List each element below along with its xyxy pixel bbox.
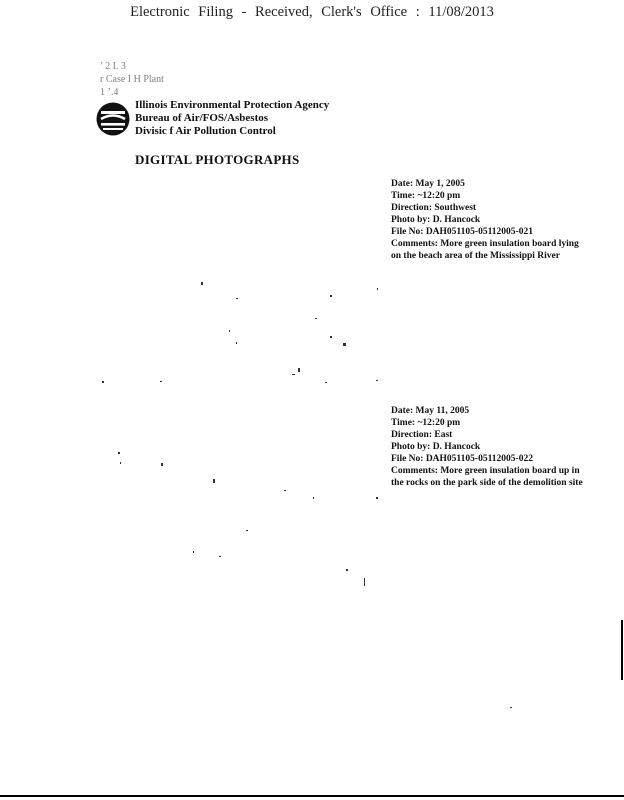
- faded-reference-line-1: ’ 2 I. 3: [100, 61, 126, 72]
- photo-time: Time: ~12:20 pm: [391, 191, 461, 201]
- scan-edge-bottom: [0, 795, 624, 797]
- scan-edge-right: [621, 620, 623, 680]
- photo-comments-line-2: the rocks on the park side of the demolition site: [391, 478, 583, 488]
- agency-block: [135, 99, 329, 138]
- photo-date: Date: May 11, 2005: [391, 406, 470, 416]
- agency-bureau: Bureau of Air/FOS/Asbestos: [135, 112, 269, 124]
- agency-division: Divisic f Air Pollution Control: [135, 125, 276, 137]
- photo-comments-line-1: Comments: More green insulation board lying: [391, 239, 579, 249]
- photo-direction: Direction: East: [391, 430, 453, 440]
- photo-time: Time: ~12:20 pm: [391, 418, 461, 428]
- faded-reference-line-3: 1 ’.4: [100, 87, 119, 98]
- filing-header: Electronic Filing - Received, Clerk's Office : 11/08/2013: [130, 4, 494, 20]
- photo-author: Photo by: D. Hancock: [391, 215, 481, 225]
- photo-direction: Direction: Southwest: [391, 203, 477, 213]
- page-title: DIGITAL PHOTOGRAPHS: [135, 152, 300, 167]
- photo-file-number: File No: DAH051105-05112005-022: [391, 454, 533, 464]
- photo-info-1: [391, 178, 603, 262]
- iepa-logo-icon: [95, 101, 131, 137]
- agency-name: Illinois Environmental Protection Agency: [135, 99, 330, 111]
- faded-reference-line-2: r Case I H Plant: [100, 74, 164, 85]
- photo-info-2: [391, 405, 603, 489]
- photo-comments-line-2: on the beach area of the Mississippi River: [391, 251, 560, 261]
- photo-author: Photo by: D. Hancock: [391, 442, 481, 452]
- photo-file-number: File No: DAH051105-05112005-021: [391, 227, 533, 237]
- photo-date: Date: May 1, 2005: [391, 179, 465, 189]
- photo-comments-line-1: Comments: More green insulation board up in: [391, 466, 580, 476]
